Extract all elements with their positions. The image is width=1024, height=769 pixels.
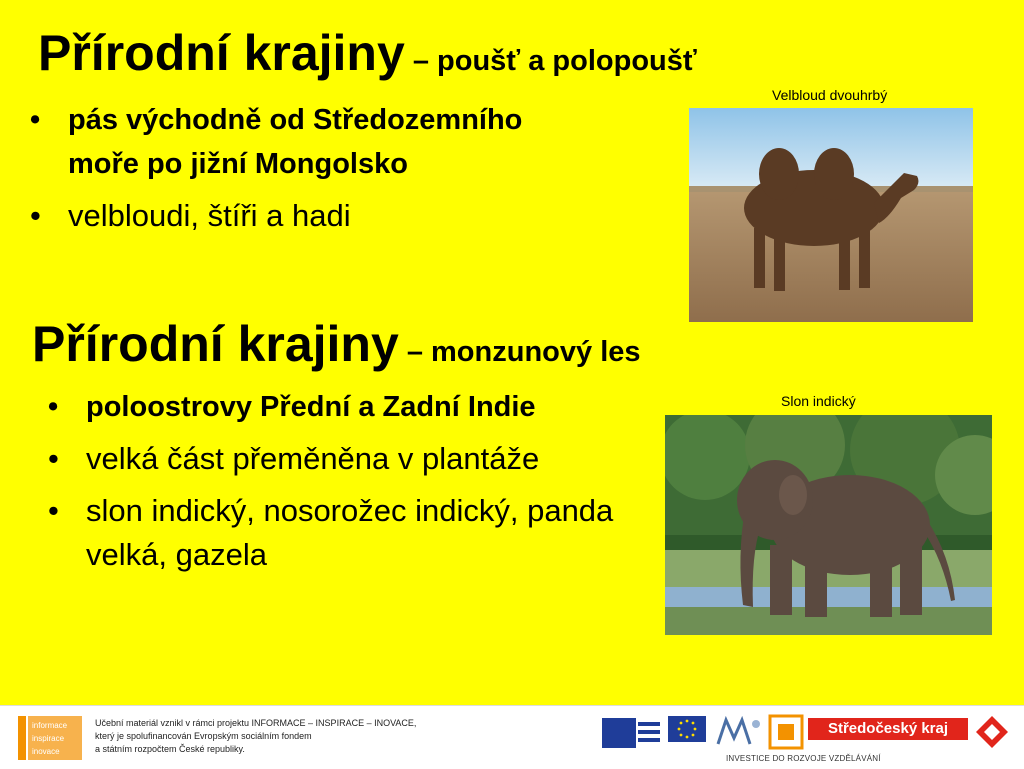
- footer: [0, 705, 1024, 769]
- logo-line: inspirace: [32, 734, 65, 743]
- title-sub: – poušť a polopoušť: [404, 45, 697, 77]
- bullet-item: • velká část přeměněna v plantáže: [48, 437, 628, 481]
- bullet-list-monsoon: [48, 385, 628, 585]
- title-sub: – monzunový les: [398, 336, 641, 368]
- footer-text-line: který je spolufinancován Evropským sociálním fondem: [95, 731, 312, 741]
- program-logo: [768, 714, 804, 750]
- section-title-desert: [38, 25, 697, 81]
- logo-line: inovace: [32, 747, 60, 756]
- bullet-item: • poloostrovy Přední a Zadní Indie: [48, 385, 628, 429]
- bullet-item: • slon indický, nosorožec indický, panda velká, gazela: [48, 489, 628, 577]
- logo-line: informace: [32, 721, 68, 730]
- eu-flag-logo: [668, 716, 706, 742]
- region-logo: Středočeský kraj: [808, 718, 968, 740]
- footer-text-line: Učební materiál vznikl v rámci projektu INFORMACE – INSPIRACE – INOVACE,: [95, 718, 417, 728]
- investment-tagline: INVESTICE DO ROZVOJE VZDĚLÁVÁNÍ: [726, 754, 881, 763]
- elephant-photo: [665, 415, 992, 635]
- ministry-logo: [712, 714, 764, 750]
- region-crest-icon: [972, 712, 1012, 752]
- section-title-monsoon: [32, 316, 641, 372]
- esf-logo: [602, 716, 662, 750]
- camel-photo: [689, 108, 973, 322]
- project-logo: [18, 716, 82, 760]
- title-main: Přírodní krajiny: [38, 25, 405, 81]
- footer-text-line: a státním rozpočtem České republiky.: [95, 744, 245, 754]
- bullet-item: • pás východně od Středozemního moře po jižní Mongolsko: [30, 98, 550, 186]
- bullet-list-desert: [30, 98, 550, 246]
- title-main: Přírodní krajiny: [32, 316, 399, 372]
- image-caption-elephant: Slon indický: [781, 393, 856, 409]
- image-caption-camel: Velbloud dvouhrbý: [772, 87, 888, 103]
- bullet-item: • velbloudi, štíři a hadi: [30, 194, 550, 238]
- footer-funding-text: [95, 717, 416, 756]
